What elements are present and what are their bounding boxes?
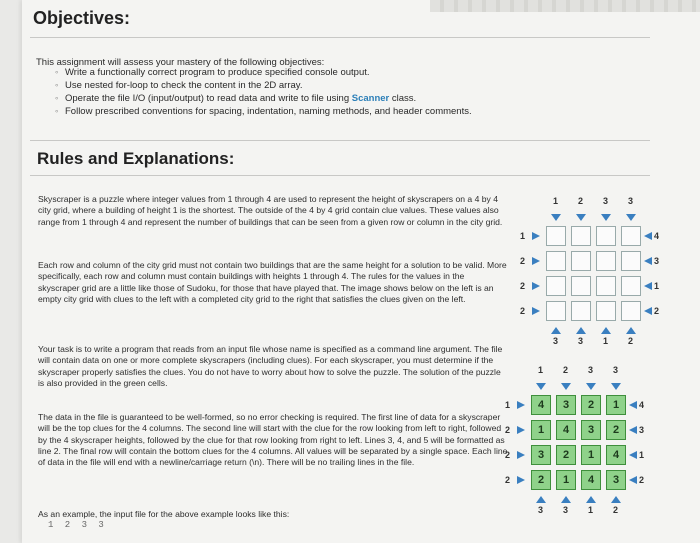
solved-cell: 1 (556, 470, 576, 490)
right-arrow-icon (532, 232, 540, 240)
objectives-heading: Objectives: (33, 8, 131, 28)
left-arrow-icon (629, 451, 637, 459)
example-input-line: 1 2 3 3 (48, 520, 107, 530)
down-arrow-icon (611, 383, 621, 390)
empty-cell (546, 251, 566, 271)
down-arrow-icon (601, 214, 611, 221)
right-clue: 3 (654, 256, 660, 266)
toolbar-strip (430, 0, 700, 12)
left-clue: 2 (505, 450, 511, 460)
up-arrow-icon (561, 496, 571, 503)
bottom-clue: 3 (553, 336, 559, 346)
empty-cell (546, 301, 566, 321)
top-clue: 2 (563, 365, 569, 375)
up-arrow-icon (536, 496, 546, 503)
objectives-list (55, 66, 472, 118)
left-arrow-icon (629, 426, 637, 434)
empty-cell (596, 301, 616, 321)
rules-paragraph-4: The data in the file is guaranteed to be well-formed, so no error checking is required. The first line of data for a skyscraper will be the top clues for the 4 columns. The second line will start with the clue for the row looking from left to right, followed by the 4 skyscraper heights, followed by the clue for that row looking from right to left. Lines 3, 4, and 5 will be formatted as line 2. The final row will contain the bottom clues for the 4 columns. All values will be separated by a single space. Each line of data in the file will end with a newline/carriage return (\n). There will be no trailing lines in the file. (38, 412, 508, 468)
bottom-clue: 2 (613, 505, 619, 515)
solved-cell: 4 (556, 420, 576, 440)
solved-cell: 3 (556, 395, 576, 415)
solved-cell: 2 (556, 445, 576, 465)
left-clue: 2 (505, 475, 511, 485)
right-arrow-icon (532, 257, 540, 265)
rules-paragraph-5: As an example, the input file for the above example looks like this: (38, 509, 290, 519)
solved-cell: 1 (581, 445, 601, 465)
objective-suffix: class. (389, 93, 417, 104)
solved-cell: 4 (531, 395, 551, 415)
bottom-clue: 2 (628, 336, 634, 346)
empty-cell (621, 276, 641, 296)
left-arrow-icon (644, 232, 652, 240)
right-clue: 4 (639, 400, 645, 410)
solved-cell: 4 (581, 470, 601, 490)
up-arrow-icon (586, 496, 596, 503)
top-clue: 3 (628, 196, 634, 206)
left-clue: 2 (520, 281, 526, 291)
rules-paragraph-1: Skyscraper is a puzzle where integer values from 1 through 4 are used to represent the height of skyscrapers on a 4 by 4 city grid, where a building of height 1 is the shortest. The outside of the 4 by 4 grid contain clue values. These values also range from 1 through 4 and represent the number of buildings that can be seen from a given row or column in the city grid. (38, 194, 503, 227)
left-clue: 1 (505, 400, 511, 410)
empty-cell (571, 301, 591, 321)
left-clue: 2 (520, 306, 526, 316)
right-clue: 2 (654, 306, 660, 316)
top-clue: 1 (538, 365, 544, 375)
empty-cell (621, 226, 641, 246)
right-arrow-icon (517, 451, 525, 459)
solved-cell: 1 (531, 420, 551, 440)
up-arrow-icon (551, 327, 561, 334)
up-arrow-icon (611, 496, 621, 503)
top-clue: 1 (553, 196, 559, 206)
left-arrow-icon (629, 401, 637, 409)
empty-cell (596, 251, 616, 271)
down-arrow-icon (561, 383, 571, 390)
bottom-clue: 1 (603, 336, 609, 346)
objectives-intro: This assignment will assess your mastery of the following objectives: (36, 57, 325, 68)
solved-cell: 2 (581, 395, 601, 415)
left-clue: 1 (520, 231, 526, 241)
bottom-clue: 3 (563, 505, 569, 515)
divider (30, 175, 650, 176)
right-arrow-icon (517, 401, 525, 409)
left-arrow-icon (644, 307, 652, 315)
empty-cell (621, 301, 641, 321)
objective-item: ◦ Follow prescribed conventions for spacing, indentation, naming methods, and header comments. (55, 105, 472, 118)
left-clue: 2 (505, 425, 511, 435)
right-arrow-icon (532, 307, 540, 315)
solved-cell: 3 (531, 445, 551, 465)
empty-cell (621, 251, 641, 271)
solved-cell: 2 (606, 420, 626, 440)
right-arrow-icon (532, 282, 540, 290)
left-arrow-icon (644, 257, 652, 265)
right-arrow-icon (517, 476, 525, 484)
empty-cell (596, 276, 616, 296)
top-clue: 3 (603, 196, 609, 206)
down-arrow-icon (551, 214, 561, 221)
objective-item (55, 92, 472, 105)
empty-cell (571, 276, 591, 296)
divider (30, 37, 650, 38)
top-clue: 2 (578, 196, 584, 206)
right-clue: 3 (639, 425, 645, 435)
objective-text: Operate the file I/O (input/output) to read data and write to file using (65, 93, 350, 104)
bottom-clue: 3 (578, 336, 584, 346)
right-arrow-icon (517, 426, 525, 434)
right-clue: 4 (654, 231, 660, 241)
down-arrow-icon (536, 383, 546, 390)
up-arrow-icon (601, 327, 611, 334)
down-arrow-icon (626, 214, 636, 221)
bottom-clue: 3 (538, 505, 544, 515)
bottom-clue: 1 (588, 505, 594, 515)
rules-paragraph-3: Your task is to write a program that reads from an input file whose name is specified as a command line argument. The file will contain data on one or more complete skyscrapers (including clues). For each skyscraper, you must determine if the skyscraper properly satisfies the clues. You do not have to worry about how to solve the puzzle. The solution of the puzzle is also provided in the green cells. (38, 344, 503, 388)
rules-paragraph-2: Each row and column of the city grid must not contain two buildings that are the same height for a solution to be valid. More specifically, each row and column must contain buildings with heights 1 through 4. The rules for the values in the skyscraper grid are a little like those of Sudoku, for those that have played that. The image shows below on the left is an empty city grid with clues to the left with a completed city grid to the right that satisfies the clues given on the left. (38, 260, 507, 304)
down-arrow-icon (586, 383, 596, 390)
solved-cell: 2 (531, 470, 551, 490)
solved-cell: 4 (606, 445, 626, 465)
empty-cell (546, 226, 566, 246)
right-clue: 1 (639, 450, 645, 460)
divider (30, 140, 650, 141)
top-clue: 3 (588, 365, 594, 375)
left-arrow-icon (629, 476, 637, 484)
solved-cell: 3 (606, 470, 626, 490)
objective-item: ◦ Write a functionally correct program to produce specified console output. (55, 66, 472, 79)
empty-cell (596, 226, 616, 246)
solved-cell: 1 (606, 395, 626, 415)
right-clue: 1 (654, 281, 660, 291)
empty-cell (571, 251, 591, 271)
right-clue: 2 (639, 475, 645, 485)
left-clue: 2 (520, 256, 526, 266)
scanner-word: Scanner (351, 93, 390, 104)
down-arrow-icon (576, 214, 586, 221)
left-arrow-icon (644, 282, 652, 290)
objective-item: ◦ Use nested for-loop to check the content in the 2D array. (55, 79, 472, 92)
up-arrow-icon (576, 327, 586, 334)
top-clue: 3 (613, 365, 619, 375)
up-arrow-icon (626, 327, 636, 334)
empty-cell (571, 226, 591, 246)
empty-cell (546, 276, 566, 296)
rules-heading: Rules and Explanations: (37, 149, 235, 168)
solved-cell: 3 (581, 420, 601, 440)
